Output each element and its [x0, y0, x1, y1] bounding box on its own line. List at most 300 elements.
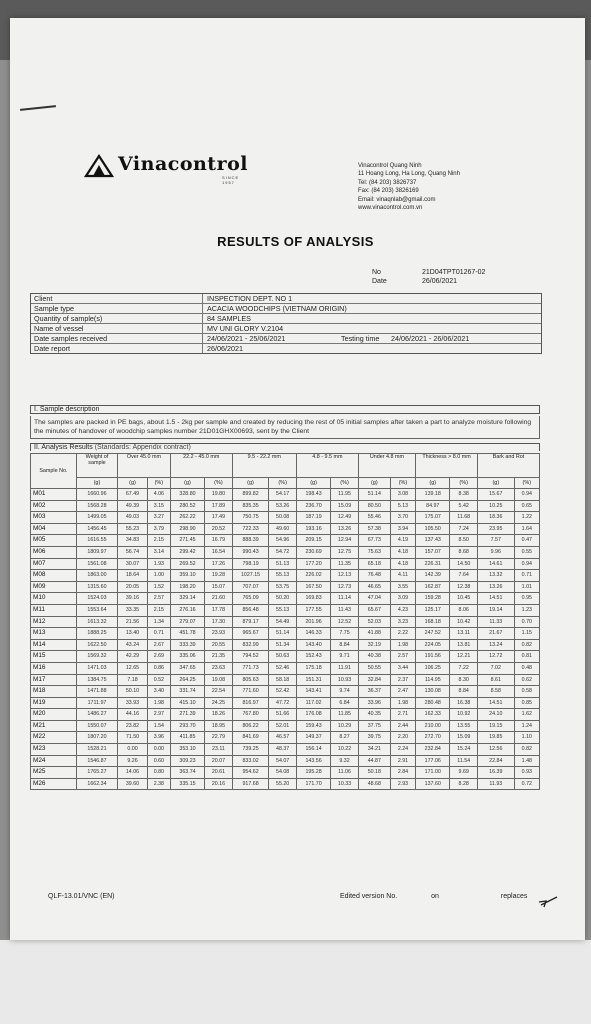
- sample-id-cell: M16: [31, 662, 77, 674]
- document-title: RESULTS OF ANALYSIS: [217, 234, 374, 249]
- replaces-label: replaces: [500, 893, 528, 900]
- table-cell: 65.67: [358, 604, 390, 616]
- table-cell: 32.84: [358, 674, 390, 686]
- contact-line: 11 Hoang Long, Ha Long, Quang Ninh: [358, 171, 460, 178]
- table-cell: 51.14: [358, 489, 390, 501]
- table-cell: 806.22: [232, 720, 269, 732]
- table-cell: 7.18: [118, 674, 148, 686]
- table-cell: 21.60: [205, 593, 233, 605]
- table-cell: 54.17: [269, 489, 297, 501]
- table-cell: 7.57: [477, 535, 514, 547]
- table-cell: 20.52: [205, 523, 233, 535]
- table-cell: 44.16: [118, 709, 148, 721]
- table-cell: 10.45: [450, 593, 478, 605]
- table-cell: 12.72: [477, 651, 514, 663]
- unit-label: (g): [170, 478, 204, 489]
- table-cell: 1561.08: [76, 558, 117, 570]
- table-cell: 21.67: [477, 628, 514, 640]
- table-row: [31, 662, 540, 674]
- sample-id-cell: M11: [31, 604, 77, 616]
- table-cell: 17.30: [205, 616, 233, 628]
- table-cell: 12.38: [450, 581, 478, 593]
- table-cell: 0.60: [147, 755, 170, 767]
- table-cell: 965.67: [232, 628, 269, 640]
- sample-id-cell: M17: [31, 674, 77, 686]
- table-cell: 76.48: [358, 570, 390, 582]
- table-cell: 11.54: [450, 755, 478, 767]
- table-cell: 2.91: [390, 755, 415, 767]
- form-code: QLF-13.01/VNC (EN): [48, 893, 115, 900]
- unit-label: (%): [390, 478, 415, 489]
- table-cell: 279.07: [170, 616, 204, 628]
- table-cell: 2.57: [147, 593, 170, 605]
- table-cell: 177.06: [416, 755, 450, 767]
- table-cell: 12.75: [331, 546, 359, 558]
- table-cell: 15.09: [450, 732, 478, 744]
- table-cell: 11.33: [477, 616, 514, 628]
- col-header-over45: Over 45.0 mm: [118, 454, 171, 478]
- table-cell: 152.43: [296, 651, 330, 663]
- table-cell: 7.22: [450, 662, 478, 674]
- table-cell: 11.14: [331, 593, 359, 605]
- table-cell: 50.18: [358, 767, 390, 779]
- table-cell: 2.20: [390, 732, 415, 744]
- table-cell: 2.57: [390, 651, 415, 663]
- table-cell: 328.80: [170, 489, 204, 501]
- table-cell: 359.10: [170, 570, 204, 582]
- table-cell: 247.52: [416, 628, 450, 640]
- table-cell: 4.19: [390, 535, 415, 547]
- table-cell: 5.13: [390, 500, 415, 512]
- table-cell: 11.93: [477, 778, 514, 790]
- table-cell: 2.47: [390, 686, 415, 698]
- table-row: [31, 744, 540, 756]
- table-cell: 156.14: [296, 744, 330, 756]
- table-cell: 2.71: [390, 709, 415, 721]
- report-date-label: Date: [372, 278, 387, 285]
- table-cell: 7.02: [477, 662, 514, 674]
- table-cell: 0.94: [514, 558, 539, 570]
- table-cell: 2.24: [390, 744, 415, 756]
- table-cell: 1456.45: [76, 523, 117, 535]
- table-cell: 55.46: [358, 512, 390, 524]
- table-cell: 143.56: [296, 755, 330, 767]
- sample-type-value: ACACIA WOODCHIPS (VIETNAM ORIGIN): [207, 304, 347, 313]
- table-cell: 47.04: [358, 593, 390, 605]
- table-cell: 37.75: [358, 720, 390, 732]
- table-cell: 10.93: [331, 674, 359, 686]
- table-cell: 52.42: [269, 686, 297, 698]
- table-cell: 171.70: [296, 778, 330, 790]
- table-cell: 1765.27: [76, 767, 117, 779]
- table-cell: 52.01: [269, 720, 297, 732]
- table-cell: 232.84: [416, 744, 450, 756]
- table-cell: 176.08: [296, 709, 330, 721]
- table-cell: 9.74: [331, 686, 359, 698]
- table-cell: 191.56: [416, 651, 450, 663]
- table-cell: 1.01: [514, 581, 539, 593]
- unit-label: (g): [477, 478, 514, 489]
- sample-id-cell: M26: [31, 778, 77, 790]
- table-cell: 990.43: [232, 546, 269, 558]
- table-row: [31, 697, 540, 709]
- table-cell: 106.25: [416, 662, 450, 674]
- table-cell: 36.37: [358, 686, 390, 698]
- table-cell: 40.35: [358, 709, 390, 721]
- unit-label: (g): [296, 478, 330, 489]
- sample-id-cell: M15: [31, 651, 77, 663]
- table-cell: 55.13: [269, 604, 297, 616]
- pen-check-mark-icon: [538, 894, 558, 908]
- table-cell: 264.25: [170, 674, 204, 686]
- sample-id-cell: M25: [31, 767, 77, 779]
- table-cell: 1.34: [147, 616, 170, 628]
- table-cell: 4.18: [390, 546, 415, 558]
- table-cell: 50.10: [118, 686, 148, 698]
- table-cell: 21.56: [118, 616, 148, 628]
- received-label: Date samples received: [31, 334, 203, 343]
- sample-id-cell: M23: [31, 744, 77, 756]
- unit-label: (g): [76, 478, 117, 489]
- table-cell: 3.15: [147, 500, 170, 512]
- table-cell: 10.33: [331, 778, 359, 790]
- quantity-label: Quantity of sample(s): [31, 314, 203, 323]
- table-cell: 105.50: [416, 523, 450, 535]
- analysis-heading-note: (Standards: Appendix contract): [94, 444, 191, 451]
- table-cell: 55.13: [269, 570, 297, 582]
- table-cell: 1546.87: [76, 755, 117, 767]
- analysis-heading-title: II. Analysis Results: [34, 444, 93, 451]
- unit-label: (%): [450, 478, 478, 489]
- table-cell: 798.19: [232, 558, 269, 570]
- table-cell: 58.18: [269, 674, 297, 686]
- table-cell: 51.66: [269, 709, 297, 721]
- sample-id-cell: M19: [31, 697, 77, 709]
- col-header-thickness: Thickness > 8.0 mm: [416, 454, 478, 478]
- table-cell: 195.28: [296, 767, 330, 779]
- report-date-value: 26/06/2021: [422, 278, 458, 285]
- table-cell: 1888.25: [76, 628, 117, 640]
- table-cell: 125.17: [416, 604, 450, 616]
- table-cell: 13.24: [477, 639, 514, 651]
- table-cell: 0.80: [147, 767, 170, 779]
- table-cell: 15.09: [331, 500, 359, 512]
- table-cell: 0.82: [514, 744, 539, 756]
- table-row: [31, 767, 540, 779]
- table-cell: 280.48: [416, 697, 450, 709]
- table-cell: 65.18: [358, 558, 390, 570]
- table-cell: 276.16: [170, 604, 204, 616]
- table-cell: 8.50: [450, 535, 478, 547]
- analysis-heading: [30, 443, 540, 451]
- table-cell: 13.55: [450, 720, 478, 732]
- table-cell: 8.61: [477, 674, 514, 686]
- table-cell: 20.05: [118, 581, 148, 593]
- quantity-value: 84 SAMPLES: [207, 314, 251, 323]
- table-cell: 11.35: [331, 558, 359, 570]
- sample-id-cell: M12: [31, 616, 77, 628]
- table-cell: 2.37: [390, 674, 415, 686]
- table-cell: 33.93: [118, 697, 148, 709]
- table-cell: 14.51: [477, 593, 514, 605]
- sample-id-cell: M04: [31, 523, 77, 535]
- table-cell: 48.68: [358, 778, 390, 790]
- table-row: [31, 593, 540, 605]
- table-cell: 56.74: [118, 546, 148, 558]
- unit-label: (%): [331, 478, 359, 489]
- table-cell: 54.07: [269, 755, 297, 767]
- table-cell: 75.63: [358, 546, 390, 558]
- table-cell: 39.75: [358, 732, 390, 744]
- table-cell: 1471.88: [76, 686, 117, 698]
- table-cell: 0.93: [514, 767, 539, 779]
- table-cell: 53.26: [269, 500, 297, 512]
- table-cell: 11.43: [331, 604, 359, 616]
- table-cell: 11.85: [331, 709, 359, 721]
- table-cell: 1.98: [147, 697, 170, 709]
- table-cell: 1.48: [514, 755, 539, 767]
- table-row: [31, 674, 540, 686]
- table-cell: 5.42: [450, 500, 478, 512]
- table-row: [31, 628, 540, 640]
- table-cell: 47.72: [269, 697, 297, 709]
- report-no-label: No: [372, 269, 381, 276]
- table-cell: 162.33: [416, 709, 450, 721]
- table-cell: 224.05: [416, 639, 450, 651]
- table-cell: 16.54: [205, 546, 233, 558]
- table-cell: 12.94: [331, 535, 359, 547]
- table-cell: 1.15: [514, 628, 539, 640]
- table-cell: 139.18: [416, 489, 450, 501]
- table-cell: 1027.15: [232, 570, 269, 582]
- table-cell: 39.60: [118, 778, 148, 790]
- table-cell: 10.25: [477, 500, 514, 512]
- unit-label: (%): [205, 478, 233, 489]
- table-cell: 451.78: [170, 628, 204, 640]
- table-cell: 794.52: [232, 651, 269, 663]
- table-cell: 832.99: [232, 639, 269, 651]
- table-cell: 22.84: [477, 755, 514, 767]
- table-cell: 146.33: [296, 628, 330, 640]
- table-cell: 1569.32: [76, 651, 117, 663]
- table-cell: 20.16: [205, 778, 233, 790]
- table-cell: 3.94: [390, 523, 415, 535]
- table-cell: 226.31: [416, 558, 450, 570]
- table-cell: 707.07: [232, 581, 269, 593]
- table-row: [31, 732, 540, 744]
- table-row: [31, 489, 540, 501]
- table-cell: 1613.32: [76, 616, 117, 628]
- report-meta: [372, 268, 485, 286]
- table-cell: 280.52: [170, 500, 204, 512]
- table-cell: 14.51: [477, 697, 514, 709]
- table-cell: 333.39: [170, 639, 204, 651]
- report-date-row-label: Date report: [31, 344, 203, 353]
- table-cell: 198.43: [296, 489, 330, 501]
- table-cell: 9.96: [477, 546, 514, 558]
- col-header-95-222: 9.5 - 22.2 mm: [232, 454, 296, 478]
- table-cell: 12.56: [477, 744, 514, 756]
- client-label: Client: [31, 294, 203, 303]
- table-row: [31, 512, 540, 524]
- table-cell: 9.32: [331, 755, 359, 767]
- table-cell: 71.50: [118, 732, 148, 744]
- table-cell: 10.22: [331, 744, 359, 756]
- table-cell: 130.08: [416, 686, 450, 698]
- analysis-results-table: [30, 453, 540, 790]
- table-cell: 1.52: [147, 581, 170, 593]
- table-cell: 19.08: [205, 674, 233, 686]
- table-cell: 1.93: [147, 558, 170, 570]
- table-cell: 226.02: [296, 570, 330, 582]
- table-cell: 16.38: [450, 697, 478, 709]
- table-cell: 1.64: [514, 523, 539, 535]
- table-cell: 67.49: [118, 489, 148, 501]
- table-cell: 3.40: [147, 686, 170, 698]
- table-cell: 52.46: [269, 662, 297, 674]
- table-cell: 8.38: [450, 489, 478, 501]
- table-cell: 34.21: [358, 744, 390, 756]
- table-cell: 879.17: [232, 616, 269, 628]
- table-cell: 1809.97: [76, 546, 117, 558]
- table-cell: 11.06: [331, 767, 359, 779]
- logo-text: Vinacontrol: [118, 153, 248, 175]
- col-header-under48: Under 4.8 mm: [358, 454, 415, 478]
- table-cell: 0.00: [147, 744, 170, 756]
- client-value: INSPECTION DEPT. NO 1: [207, 294, 293, 303]
- table-cell: 18.36: [477, 512, 514, 524]
- table-cell: 1616.55: [76, 535, 117, 547]
- table-cell: 1524.03: [76, 593, 117, 605]
- table-cell: 137.60: [416, 778, 450, 790]
- contact-line: Vinacontrol Quang Ninh: [358, 163, 422, 169]
- table-cell: 1486.27: [76, 709, 117, 721]
- table-cell: 0.71: [514, 570, 539, 582]
- table-cell: 12.13: [331, 570, 359, 582]
- table-cell: 48.37: [269, 744, 297, 756]
- table-cell: 0.72: [514, 778, 539, 790]
- table-cell: 17.49: [205, 512, 233, 524]
- table-cell: 1.24: [514, 720, 539, 732]
- table-cell: 55.23: [118, 523, 148, 535]
- table-cell: 21.35: [205, 651, 233, 663]
- sample-id-cell: M24: [31, 755, 77, 767]
- table-cell: 13.26: [477, 581, 514, 593]
- table-cell: 1662.34: [76, 778, 117, 790]
- table-cell: 271.39: [170, 709, 204, 721]
- table-cell: 12.65: [118, 662, 148, 674]
- table-cell: 0.86: [147, 662, 170, 674]
- table-cell: 17.26: [205, 558, 233, 570]
- col-header-bark-rot: Bark and Rot: [477, 454, 539, 478]
- table-row: [31, 651, 540, 663]
- table-cell: 411.85: [170, 732, 204, 744]
- table-cell: 1863.00: [76, 570, 117, 582]
- table-cell: 917.68: [232, 778, 269, 790]
- table-cell: 177.55: [296, 604, 330, 616]
- table-cell: 7.75: [331, 628, 359, 640]
- table-cell: 331.74: [170, 686, 204, 698]
- table-cell: 18.26: [205, 709, 233, 721]
- table-cell: 0.94: [514, 489, 539, 501]
- table-cell: 1568.28: [76, 500, 117, 512]
- table-row: [31, 755, 540, 767]
- table-cell: 177.20: [296, 558, 330, 570]
- table-cell: 159.43: [296, 720, 330, 732]
- table-cell: 19.14: [477, 604, 514, 616]
- table-cell: 767.80: [232, 709, 269, 721]
- table-row: [31, 546, 540, 558]
- table-cell: 143.41: [296, 686, 330, 698]
- table-cell: 3.96: [147, 732, 170, 744]
- table-cell: 236.70: [296, 500, 330, 512]
- table-cell: 899.82: [232, 489, 269, 501]
- table-cell: 142.39: [416, 570, 450, 582]
- table-cell: 3.23: [390, 616, 415, 628]
- table-cell: 1.23: [514, 604, 539, 616]
- table-cell: 30.07: [118, 558, 148, 570]
- table-cell: 1499.05: [76, 512, 117, 524]
- table-cell: 1384.75: [76, 674, 117, 686]
- col-header-222-450: 22.2 - 45.0 mm: [170, 454, 232, 478]
- table-cell: 0.85: [514, 697, 539, 709]
- table-row: [31, 720, 540, 732]
- table-cell: 210.00: [416, 720, 450, 732]
- table-cell: 168.18: [416, 616, 450, 628]
- table-cell: 3.08: [390, 489, 415, 501]
- table-cell: 50.55: [358, 662, 390, 674]
- table-cell: 12.73: [331, 581, 359, 593]
- table-cell: 11.91: [331, 662, 359, 674]
- table-cell: 20.55: [205, 639, 233, 651]
- unit-label: (g): [118, 478, 148, 489]
- table-cell: 2.67: [147, 639, 170, 651]
- table-cell: 335.15: [170, 778, 204, 790]
- table-cell: 50.08: [269, 512, 297, 524]
- table-cell: 15.24: [450, 744, 478, 756]
- on-label: on: [431, 893, 439, 900]
- table-cell: 11.68: [450, 512, 478, 524]
- table-cell: 12.52: [331, 616, 359, 628]
- table-row: [31, 500, 540, 512]
- contact-block: [358, 162, 460, 212]
- table-cell: 40.38: [358, 651, 390, 663]
- table-cell: 335.06: [170, 651, 204, 663]
- table-cell: 19.15: [477, 720, 514, 732]
- table-cell: 23.82: [118, 720, 148, 732]
- table-cell: 14.50: [450, 558, 478, 570]
- table-cell: 193.16: [296, 523, 330, 535]
- table-cell: 15.67: [477, 489, 514, 501]
- table-cell: 1622.50: [76, 639, 117, 651]
- result-rows: [31, 489, 540, 790]
- sample-id-cell: M07: [31, 558, 77, 570]
- table-cell: 2.84: [390, 767, 415, 779]
- table-cell: 816.97: [232, 697, 269, 709]
- table-cell: 2.15: [147, 535, 170, 547]
- table-cell: 3.55: [390, 581, 415, 593]
- info-table: [30, 293, 542, 354]
- contact-line: Email: vinaqnlab@gmail.com: [358, 196, 436, 203]
- table-cell: 24.25: [205, 697, 233, 709]
- table-cell: 4.06: [147, 489, 170, 501]
- table-cell: 167.50: [296, 581, 330, 593]
- table-cell: 16.39: [477, 767, 514, 779]
- table-cell: 41.88: [358, 628, 390, 640]
- sample-id-cell: M08: [31, 570, 77, 582]
- table-cell: 2.38: [147, 778, 170, 790]
- table-cell: 8.28: [450, 778, 478, 790]
